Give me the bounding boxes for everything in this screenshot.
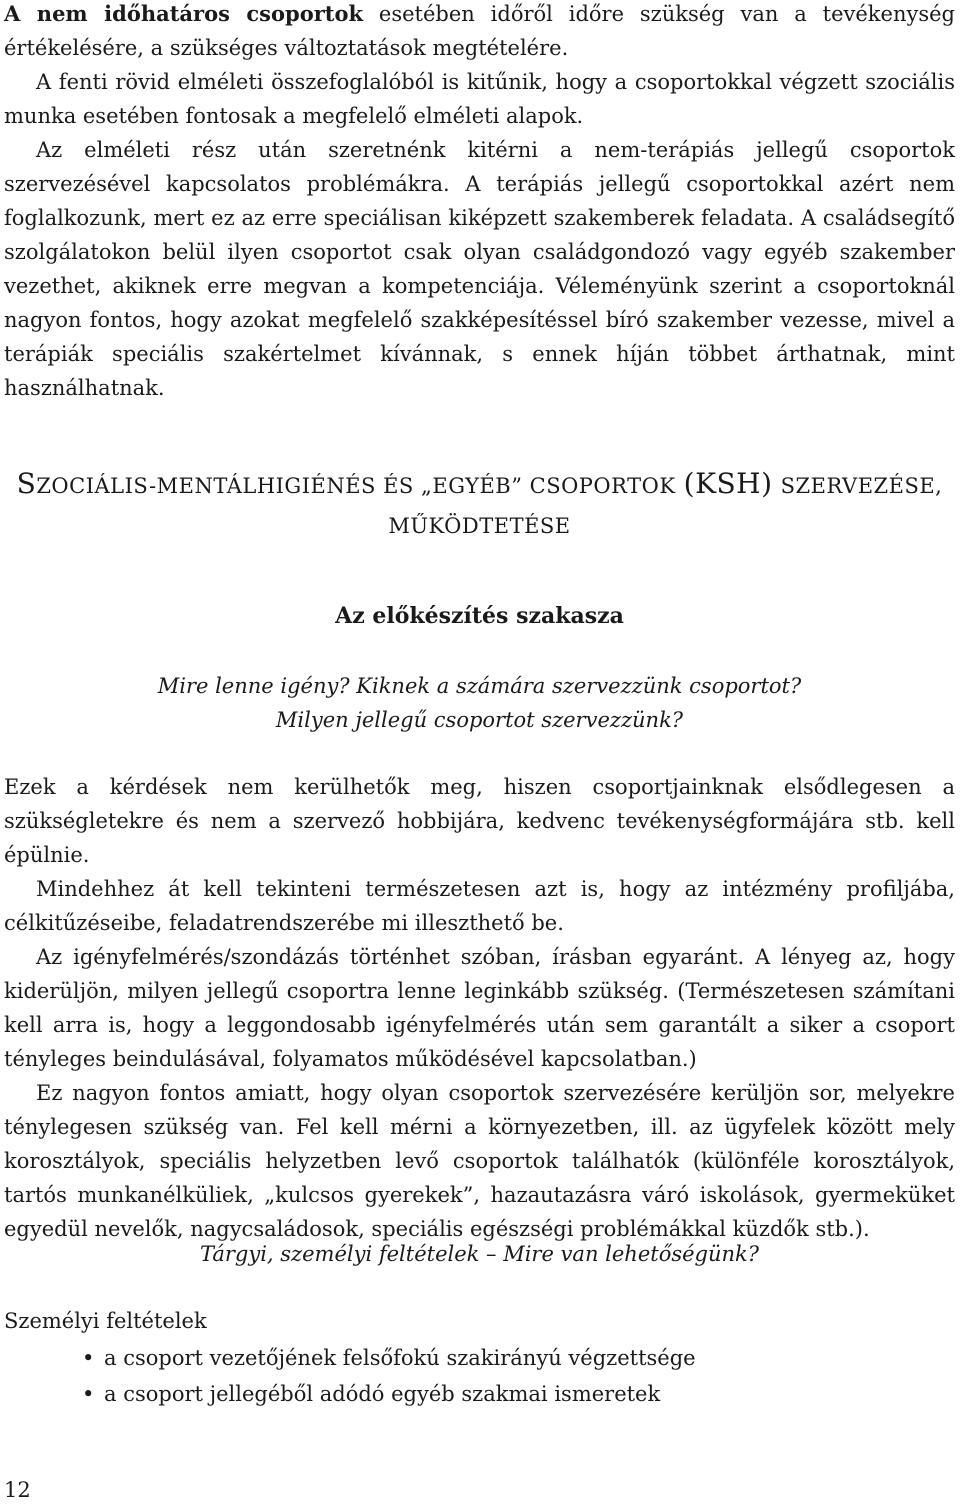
section-title-line-2: MŰKÖDTETÉSE <box>388 514 571 538</box>
intro-paragraph-3: Az elméleti rész után szeretnénk kitérni a nem-terápiás jellegű csoportok szervezésével kapcsolatos problémákra. A terápiás jellegű csoportokkal azért nem foglalkozunk, mert ez az erre speciálisan kiképzett szakemberek feladata. A családsegítő szolgálatokon belül ilyen csoportot csak olyan családgondozó vagy egyéb szakember vezethet, akiknek erre megvan a kompetenciája. Véleményünk szerint a csoportoknál nagyon fontos, hogy azokat megfelelő szakképesítéssel bíró szakember vezesse, mivel a terápiák speciális szakértelmet kívánnak, s ennek híján többet árthatnak, mint használhatnak. <box>4 138 955 400</box>
section-title-main: ZOCIÁLIS-MENTÁLHIGIÉNÉS ÉS „EGYÉB” CSOPORTOK <box>36 474 676 498</box>
conditions-heading: Tárgyi, személyi feltételek – Mire van lehetőségünk? <box>199 1242 760 1266</box>
personal-conditions-label: Személyi feltételek <box>4 1309 207 1333</box>
personal-conditions-list <box>4 1340 696 1412</box>
list-item-text: a csoport jellegéből adódó egyéb szakmai ismeretek <box>104 1382 661 1406</box>
prep-question-1: Mire lenne igény? Kiknek a számára szervezzünk csoportot? <box>157 674 802 698</box>
prep-question-2: Milyen jellegű csoportot szervezzünk? <box>275 708 684 732</box>
section-title-initial: S <box>16 467 37 500</box>
bullet-icon: • <box>82 1346 95 1370</box>
intro-paragraph-1 <box>4 0 955 65</box>
prep-paragraph-4: Ez nagyon fontos amiatt, hogy olyan csoportok szervezésére kerüljön sor, melyekre ténylegesen szükség van. Fel kell mérni a környezetben, ill. az ügyfelek között mely korosztályok, speciális helyzetben levő csoportok találhatók (különféle korosztályok, tartós munkanélküliek, „kulcsos gyerekek”, hazautazásra váró iskolások, gyermeküket egyedül nevelők, nagycsaládosok, speciális egészségi problémákkal küzdők stb.). <box>4 1081 955 1241</box>
intro-bold-lead: A nem időhatáros csoportok <box>4 1 364 26</box>
intro-block <box>4 0 955 405</box>
section-title-end: SZERVEZÉSE, <box>780 474 943 498</box>
intro-paragraph-2: A fenti rövid elméleti összefoglalóból is kitűnik, hogy a csoportokkal végzett szociális munka esetében fontosak a megfelelő elméleti alapok. <box>4 70 955 128</box>
list-item-text: a csoport vezetőjének felsőfokú szakirányú végzettsége <box>104 1346 696 1370</box>
section-title <box>4 464 955 546</box>
prep-block <box>4 770 955 1246</box>
page-number: 12 <box>4 1478 31 1502</box>
list-item <box>4 1376 696 1412</box>
section-title-line-1 <box>4 464 955 506</box>
section-title-ksh: (KSH) <box>683 467 773 500</box>
intro-paragraph-1-text: esetében időről időre szükség van a tevékenység értékelésére, a szükséges változtatások megtételére. <box>4 2 955 60</box>
prep-paragraph-1: Ezek a kérdések nem kerülhetők meg, hiszen csoportjainknak elsődlegesen a szükségletekre és nem a szervező hobbijára, kedvenc tevékenységformájára stb. kell épülnie. <box>4 775 955 867</box>
prep-heading: Az előkészítés szakasza <box>335 603 624 629</box>
prep-paragraph-2: Mindehhez át kell tekinteni természetesen azt is, hogy az intézmény profiljába, célkitűzéseibe, feladatrendszerébe mi illeszthető be. <box>4 877 955 935</box>
bullet-icon: • <box>82 1382 95 1406</box>
prep-paragraph-3: Az igényfelmérés/szondázás történhet szóban, írásban egyaránt. A lényeg az, hogy kiderüljön, milyen jellegű csoportra lenne leginkább szükség. (Természetesen számítani kell arra is, hogy a leggondosabb igényfelmérés után sem garantált a siker a csoport tényleges beindulásával, folyamatos működésével kapcsolatban.) <box>4 945 955 1071</box>
list-item <box>4 1340 696 1376</box>
